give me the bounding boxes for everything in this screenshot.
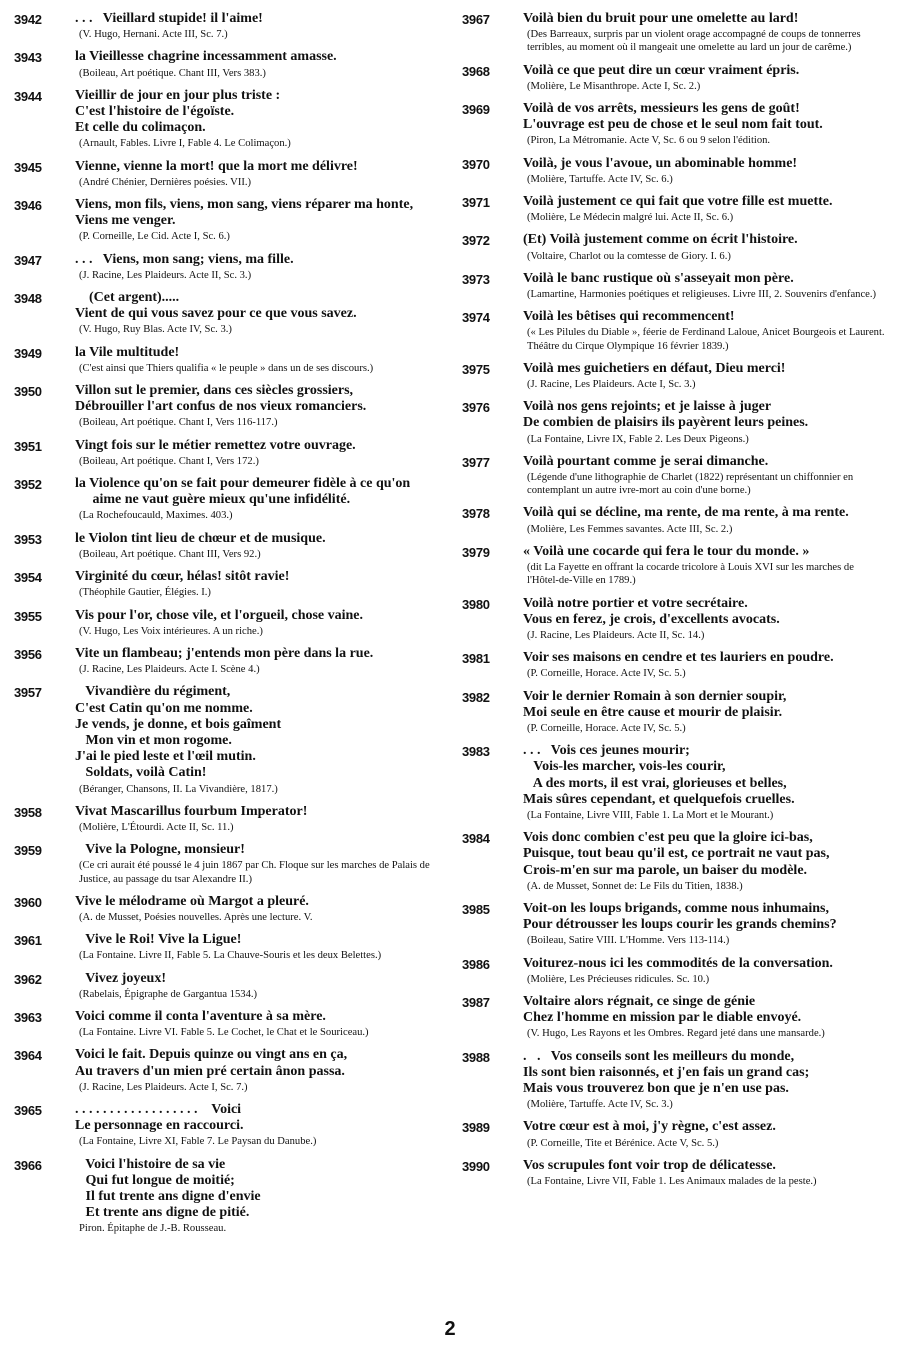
quote-source: (La Fontaine, Livre VIII, Fable 1. La Mort et le Mourant.) <box>527 809 774 821</box>
quote-line: A des morts, il est vrai, glorieuses et belles, <box>523 775 787 791</box>
entry-number: 3942 <box>14 12 42 27</box>
entry-number: 3966 <box>14 1157 42 1173</box>
quote-line: Je vends, je donne, et bois gaîment <box>75 716 282 732</box>
entry-number: 3985 <box>462 901 490 917</box>
quote-line: Vingt fois sur le métier remettez votre ouvrage. <box>75 437 356 453</box>
quote-line: Soldats, voilà Catin! <box>75 765 207 781</box>
entry-number: 3973 <box>462 271 490 287</box>
quotation-entry <box>462 11 886 55</box>
entry-number: 3944 <box>14 88 42 104</box>
quote-line: Crois-m'en sur ma parole, un baiser du modèle. <box>523 862 808 878</box>
quote-line: la Violence qu'on se fait pour demeurer fidèle à ce qu'on <box>75 476 411 492</box>
quote-source: (« Les Pilules du Diable », féerie de Ferdinand Laloue, Anicet Bourgeois et Laurent. Théâtre du Cirque Olympique 16 février 1839.) <box>527 327 885 352</box>
entry-number: 3948 <box>14 291 42 307</box>
entry-number: 3946 <box>14 198 42 214</box>
quote-source: (J. Racine, Les Plaideurs. Acte II, Sc. 3.) <box>79 269 252 281</box>
quote-source: (Molière, Les Précieuses ridicules. Sc. 10.) <box>527 973 710 985</box>
quote-source: (P. Corneille, Horace. Acte IV, Sc. 5.) <box>527 722 686 734</box>
quote-line: . . . Vieillard stupide! il l'aime! <box>75 11 263 26</box>
entry-number: 3965 <box>14 1102 42 1118</box>
quote-source: (Boileau, Art poétique. Chant I, Vers 116-117.) <box>79 417 278 429</box>
quote-source: (La Fontaine, Livre XI, Fable 7. Le Paysan du Danube.) <box>79 1136 317 1148</box>
quote-source: (P. Corneille, Le Cid. Acte I, Sc. 6.) <box>79 231 230 243</box>
quotation-entry <box>462 830 886 893</box>
quote-line: . . Vos conseils sont les meilleurs du monde, <box>523 1048 795 1064</box>
quote-source: (Piron, La Métromanie. Acte V, Sc. 6 ou 9 selon l'édition. <box>527 135 771 147</box>
quote-line: Voilà mes guichetiers en défaut, Dieu merci! <box>523 360 786 376</box>
quote-line: C'est Catin qu'on me nomme. <box>75 700 253 716</box>
quote-line: Ils sont bien raisonnés, et j'en fais un grand cas; <box>523 1064 810 1080</box>
quotation-entry <box>462 544 886 588</box>
entry-number: 3969 <box>462 102 490 118</box>
quote-source: (Légende d'une lithographie de Charlet (1822) représentant un chiffonnier en contemplant un autre ivre-mort au coin d'une borne.) <box>527 472 854 497</box>
quote-line: Et trente ans digne de pitié. <box>75 1205 250 1221</box>
quotation-entry <box>462 650 886 680</box>
quote-line: Voilà justement ce qui fait que votre fille est muette. <box>523 194 833 210</box>
quote-line: J'ai le pied leste et l'œil mutin. <box>75 749 256 765</box>
quote-line: Puisque, tout beau qu'il est, ce portrait ne vaut pas, <box>523 846 830 862</box>
quote-line: Voilà de vos arrêts, messieurs les gens de goût! <box>523 101 800 117</box>
quote-line: Voici l'histoire de sa vie <box>75 1156 226 1172</box>
quote-line: Qui fut longue de moitié; <box>75 1172 235 1188</box>
quotation-entry <box>14 531 442 561</box>
quotation-entry <box>462 454 886 498</box>
quote-line: Voltaire alors régnait, ce singe de génie <box>523 993 756 1009</box>
quote-line: le Violon tint lieu de chœur et de musique. <box>75 530 326 546</box>
quote-line: Mais sûres cependant, et quelquefois cruelles. <box>523 791 795 807</box>
entry-number: 3950 <box>14 384 42 400</box>
quote-line: Vienne, vienne la mort! que la mort me délivre! <box>75 158 358 174</box>
quote-line: Voir ses maisons en cendre et tes lauriers en poudre. <box>523 650 834 666</box>
quote-source: (Molière, Le Misanthrope. Acte I, Sc. 2.) <box>527 80 701 92</box>
quote-source: (André Chénier, Dernières poésies. VII.) <box>79 176 252 188</box>
entry-number: 3980 <box>462 596 490 612</box>
quotation-entry <box>14 11 442 41</box>
quote-line: Voici comme il conta l'aventure à sa mère. <box>75 1008 326 1024</box>
entry-number: 3976 <box>462 400 490 416</box>
quote-line: Voilà notre portier et votre secrétaire. <box>523 595 748 611</box>
quote-line: Vieillir de jour en jour plus triste : <box>75 87 281 103</box>
quote-source: (V. Hugo, Les Voix intérieures. A un riche.) <box>79 625 263 637</box>
quote-source: (V. Hugo, Les Rayons et les Ombres. Regard jeté dans une mansarde.) <box>527 1028 825 1040</box>
quote-source: (J. Racine, Les Plaideurs. Acte I, Sc. 3.) <box>527 379 696 391</box>
quotation-entry <box>462 505 886 535</box>
entry-number: 3990 <box>462 1158 490 1174</box>
quote-line: Vois donc combien c'est peu que la gloire ici-bas, <box>523 830 813 846</box>
quote-line: Vos scrupules font voir trop de délicatesse. <box>523 1157 776 1173</box>
quote-line: Il fut trente ans digne d'envie <box>75 1189 261 1204</box>
entry-number: 3981 <box>462 651 490 667</box>
quotation-entry <box>462 101 886 148</box>
quotation-entry <box>462 743 886 822</box>
quote-line: (Cet argent)..... <box>75 290 180 306</box>
quotation-entry <box>14 932 442 962</box>
entry-number: 3953 <box>14 531 42 547</box>
entry-number: 3984 <box>462 831 490 847</box>
entry-number: 3960 <box>14 894 42 910</box>
quote-line: L'ouvrage est peu de chose et le seul nom fait tout. <box>523 117 823 133</box>
quote-line: . . . Vois ces jeunes mourir; <box>523 743 690 759</box>
quote-line: Débrouiller l'art confus de nos vieux romanciers. <box>75 399 367 415</box>
quote-line: Vive le mélodrame où Margot a pleuré. <box>75 893 309 909</box>
quotation-entry <box>462 232 886 262</box>
quotation-entry <box>14 197 442 244</box>
quote-source: (V. Hugo, Ruy Blas. Acte IV, Sc. 3.) <box>79 324 232 336</box>
quote-source: (V. Hugo, Hernani. Acte III, Sc. 7.) <box>79 29 228 41</box>
quote-line: Moi seule en être cause et mourir de plaisir. <box>523 704 783 720</box>
quotation-entry <box>14 345 442 375</box>
quote-line: Voit-on les loups brigands, comme nous inhumains, <box>523 900 830 916</box>
quotation-entry <box>14 569 442 599</box>
quote-source: (J. Racine, Les Plaideurs. Acte II, Sc. 14.) <box>527 629 705 641</box>
quote-source: (La Rochefoucauld, Maximes. 403.) <box>79 510 233 522</box>
entry-number: 3963 <box>14 1009 42 1025</box>
quote-line: Virginité du cœur, hélas! sitôt ravie! <box>75 569 290 585</box>
quote-source: (J. Racine, Les Plaideurs. Acte I, Sc. 7.) <box>79 1081 248 1093</box>
quote-line: Vite un flambeau; j'entends mon père dans la rue. <box>75 645 374 661</box>
entry-number: 3967 <box>462 12 490 27</box>
entry-number: 3943 <box>14 50 42 66</box>
quote-line: Vivat Mascarillus fourbum Imperator! <box>75 803 308 819</box>
quote-line: Vis pour l'or, chose vile, et l'orgueil, chose vaine. <box>75 607 364 623</box>
entry-number: 3971 <box>462 195 490 211</box>
quotation-entry <box>462 1158 886 1188</box>
entry-number: 3947 <box>14 252 42 268</box>
quotation-entry <box>462 63 886 93</box>
quote-source: (La Fontaine. Livre II, Fable 5. La Chauve-Souris et les deux Belettes.) <box>79 950 382 962</box>
quotation-entry <box>462 271 886 301</box>
quote-line: Villon sut le premier, dans ces siècles grossiers, <box>75 383 354 399</box>
quote-line: Vous en ferez, je crois, d'excellents avocats. <box>523 611 780 627</box>
quotation-entry <box>14 476 442 523</box>
entry-number: 3957 <box>14 685 42 701</box>
quote-source: (Lamartine, Harmonies poétiques et religieuses. Livre III, 2. Souvenirs d'enfance.) <box>527 289 877 301</box>
quotation-entry <box>14 1157 442 1236</box>
entry-number: 3970 <box>462 156 490 172</box>
entry-number: 3983 <box>462 744 490 760</box>
quote-line: Voilà, je vous l'avoue, un abominable homme! <box>523 155 798 171</box>
quote-line: Voilà qui se décline, ma rente, de ma rente, à ma rente. <box>523 505 849 521</box>
entry-number: 3975 <box>462 361 490 377</box>
quote-source: (Rabelais, Épigraphe de Gargantua 1534.) <box>79 988 258 1000</box>
quote-source: (Boileau, Art poétique. Chant I, Vers 172.) <box>79 455 259 467</box>
quote-line: Vivez joyeux! <box>75 970 166 986</box>
quotation-entry <box>14 1009 442 1039</box>
quote-line: aime ne vaut guère mieux qu'une infidélité. <box>75 492 351 508</box>
quotation-entry <box>14 842 442 886</box>
entry-number: 3954 <box>14 570 42 586</box>
quotation-entry <box>462 194 886 224</box>
left-column <box>14 11 442 1244</box>
quote-line: « Voilà une cocarde qui fera le tour du monde. » <box>523 543 810 559</box>
quotation-entry <box>462 1119 886 1149</box>
quote-line: Voilà pourtant comme je serai dimanche. <box>523 453 769 469</box>
entry-number: 3949 <box>14 345 42 361</box>
quotation-entry <box>14 684 442 795</box>
quote-source: (P. Corneille, Horace. Acte IV, Sc. 5.) <box>527 668 686 680</box>
entry-number: 3968 <box>462 63 490 79</box>
quotation-entry <box>14 159 442 189</box>
quotation-entry <box>14 608 442 638</box>
quote-line: Voilà bien du bruit pour une omelette au lard! <box>523 11 799 26</box>
quotation-entry <box>14 804 442 834</box>
quote-line: . . . . . . . . . . . . . . . . . . Voici <box>75 1101 242 1117</box>
quote-line: De combien de plaisirs ils payèrent leurs peines. <box>523 415 809 431</box>
entry-number: 3959 <box>14 843 42 859</box>
entry-number: 3982 <box>462 689 490 705</box>
entry-number: 3988 <box>462 1049 490 1065</box>
quote-line: Vive la Pologne, monsieur! <box>75 842 245 858</box>
entry-number: 3958 <box>14 804 42 820</box>
quotation-entry <box>14 383 442 430</box>
quote-source: (La Fontaine, Livre VII, Fable 1. Les Animaux malades de la peste.) <box>527 1176 817 1187</box>
right-column <box>462 11 886 1196</box>
quote-line: Voilà les bêtises qui recommencent! <box>523 309 735 325</box>
entry-number: 3961 <box>14 933 42 949</box>
quote-source: (A. de Musset, Sonnet de: Le Fils du Titien, 1838.) <box>527 880 743 892</box>
quotation-entry <box>14 1047 442 1094</box>
quote-source: (La Fontaine. Livre VI. Fable 5. Le Cochet, le Chat et le Souriceau.) <box>79 1027 369 1039</box>
quote-source: (A. de Musset, Poésies nouvelles. Après une lecture. V. <box>79 911 313 923</box>
quote-line: Voiturez-nous ici les commodités de la conversation. <box>523 955 833 971</box>
quote-source: (Voltaire, Charlot ou la comtesse de Giory. I. 6.) <box>527 250 731 262</box>
quotation-entry <box>462 1049 886 1112</box>
quote-source: (Molière, Tartuffe. Acte IV, Sc. 3.) <box>527 1099 673 1111</box>
entry-number: 3951 <box>14 438 42 454</box>
quotation-entry <box>462 994 886 1041</box>
entry-number: 3972 <box>462 233 490 249</box>
entry-number: 3964 <box>14 1048 42 1064</box>
entry-number: 3977 <box>462 454 490 470</box>
quotation-entry <box>462 956 886 986</box>
quote-line: . . . Viens, mon sang; viens, ma fille. <box>75 251 294 267</box>
quotation-entry <box>14 646 442 676</box>
entry-number: 3945 <box>14 159 42 175</box>
quote-line: Voilà nos gens rejoints; et je laisse à juger <box>523 399 772 415</box>
quote-line: Mais vous trouverez bon que je n'en use pas. <box>523 1080 789 1096</box>
quote-source: (Théophile Gautier, Élégies. I.) <box>79 587 211 599</box>
quote-source: (Arnault, Fables. Livre I, Fable 4. Le Colimaçon.) <box>79 138 291 150</box>
quote-source: (C'est ainsi que Thiers qualifia « le peuple » dans un de ses discours.) <box>79 362 374 374</box>
quote-source: (Molière, Le Médecin malgré lui. Acte II, Sc. 6.) <box>527 212 734 224</box>
quote-source: (Molière, Les Femmes savantes. Acte III, Sc. 2.) <box>527 523 733 535</box>
entry-number: 3974 <box>462 310 490 326</box>
quote-line: la Vieillesse chagrine incessamment amasse. <box>75 49 337 65</box>
quote-line: Mon vin et mon rogome. <box>75 732 232 748</box>
quote-line: Viens me venger. <box>75 213 176 229</box>
quote-line: Voilà ce que peut dire un cœur vraiment épris. <box>523 62 800 78</box>
quote-source: Piron. Épitaphe de J.-B. Rousseau. <box>79 1223 227 1235</box>
quote-line: Viens, mon fils, viens, mon sang, viens réparer ma honte, <box>75 197 414 213</box>
quotation-entry <box>462 156 886 186</box>
entry-number: 3956 <box>14 646 42 662</box>
quote-source: (Ce cri aurait été poussé le 4 juin 1867 par Ch. Floque sur les marches de Palais de Justice, au passage du tsar Alexandre II.) <box>79 860 430 885</box>
quote-line: (Et) Voilà justement comme on écrit l'histoire. <box>523 232 798 248</box>
quote-line: Vive le Roi! Vive la Ligue! <box>75 932 242 948</box>
entry-number: 3962 <box>14 971 42 987</box>
quotation-entry <box>14 1102 442 1149</box>
quote-source: (Boileau, Art poétique. Chant III, Vers 92.) <box>79 548 261 560</box>
quotation-entry <box>14 88 442 151</box>
entry-number: 3952 <box>14 477 42 493</box>
quotation-entry <box>14 290 442 337</box>
quote-source: (Molière, Tartuffe. Acte IV, Sc. 6.) <box>527 173 673 185</box>
quote-line: Vivandière du régiment, <box>75 684 231 700</box>
quote-line: Pour détrousser les loups courir les grands chemins? <box>523 917 837 933</box>
quote-source: (J. Racine, Les Plaideurs. Acte I. Scène 4.) <box>79 664 260 676</box>
quote-line: Voilà le banc rustique où s'asseyait mon père. <box>523 270 794 286</box>
quote-line: Chez l'homme en mission par le diable envoyé. <box>523 1010 802 1026</box>
quote-line: Et celle du colimaçon. <box>75 120 206 136</box>
quotation-entry <box>462 689 886 736</box>
quotation-entry <box>462 361 886 391</box>
quotation-entry <box>14 252 442 282</box>
quote-source: (Molière, L'Étourdi. Acte II, Sc. 11.) <box>79 821 234 833</box>
entry-number: 3986 <box>462 956 490 972</box>
quote-source: (Boileau, Art poétique. Chant III, Vers 383.) <box>79 67 266 79</box>
quote-line: Votre cœur est à moi, j'y règne, c'est assez. <box>523 1119 776 1135</box>
entry-number: 3978 <box>462 506 490 522</box>
quotation-entry <box>462 901 886 948</box>
entry-number: 3987 <box>462 994 490 1010</box>
entry-number: 3979 <box>462 544 490 560</box>
quote-line: Vois-les marcher, vois-les courir, <box>523 759 726 775</box>
quote-line: Au travers d'un mien pré certain ânon passa. <box>75 1063 345 1079</box>
quote-line: C'est l'histoire de l'égoïste. <box>75 104 235 120</box>
quotation-entry <box>462 399 886 446</box>
quotation-entry <box>462 596 886 643</box>
quote-line: Vient de qui vous savez pour ce que vous savez. <box>75 306 357 322</box>
quote-source: (Boileau, Satire VIII. L'Homme. Vers 113-114.) <box>527 935 730 947</box>
quote-line: Le personnage en raccourci. <box>75 1118 244 1134</box>
page-number: 2 <box>444 1318 456 1340</box>
quotation-entry <box>462 309 886 353</box>
quotation-entry <box>14 971 442 1001</box>
quote-source: (P. Corneille, Tite et Bérénice. Acte V, Sc. 5.) <box>527 1137 719 1149</box>
entry-number: 3989 <box>462 1120 490 1136</box>
quote-source: (Des Barreaux, surpris par un violent orage accompagné de coups de tonnerres terribles, au moment où il mangeait une omelette au lard un jour de carême.) <box>527 29 861 54</box>
quotation-entry <box>14 49 442 79</box>
quote-source: (Béranger, Chansons, II. La Vivandière, 1817.) <box>79 783 278 795</box>
quotation-entry <box>14 894 442 924</box>
quote-line: la Vile multitude! <box>75 344 180 360</box>
quote-source: (La Fontaine, Livre IX, Fable 2. Les Deux Pigeons.) <box>527 433 749 445</box>
quote-source: (dit La Fayette en offrant la cocarde tricolore à Louis XVI sur les marches de l'Hôtel-de-Ville en 1789.) <box>527 562 854 587</box>
quote-line: Voici le fait. Depuis quinze ou vingt ans en ça, <box>75 1047 348 1063</box>
quote-line: Voir le dernier Romain à son dernier soupir, <box>523 688 787 704</box>
quotation-entry <box>14 438 442 468</box>
entry-number: 3955 <box>14 608 42 624</box>
